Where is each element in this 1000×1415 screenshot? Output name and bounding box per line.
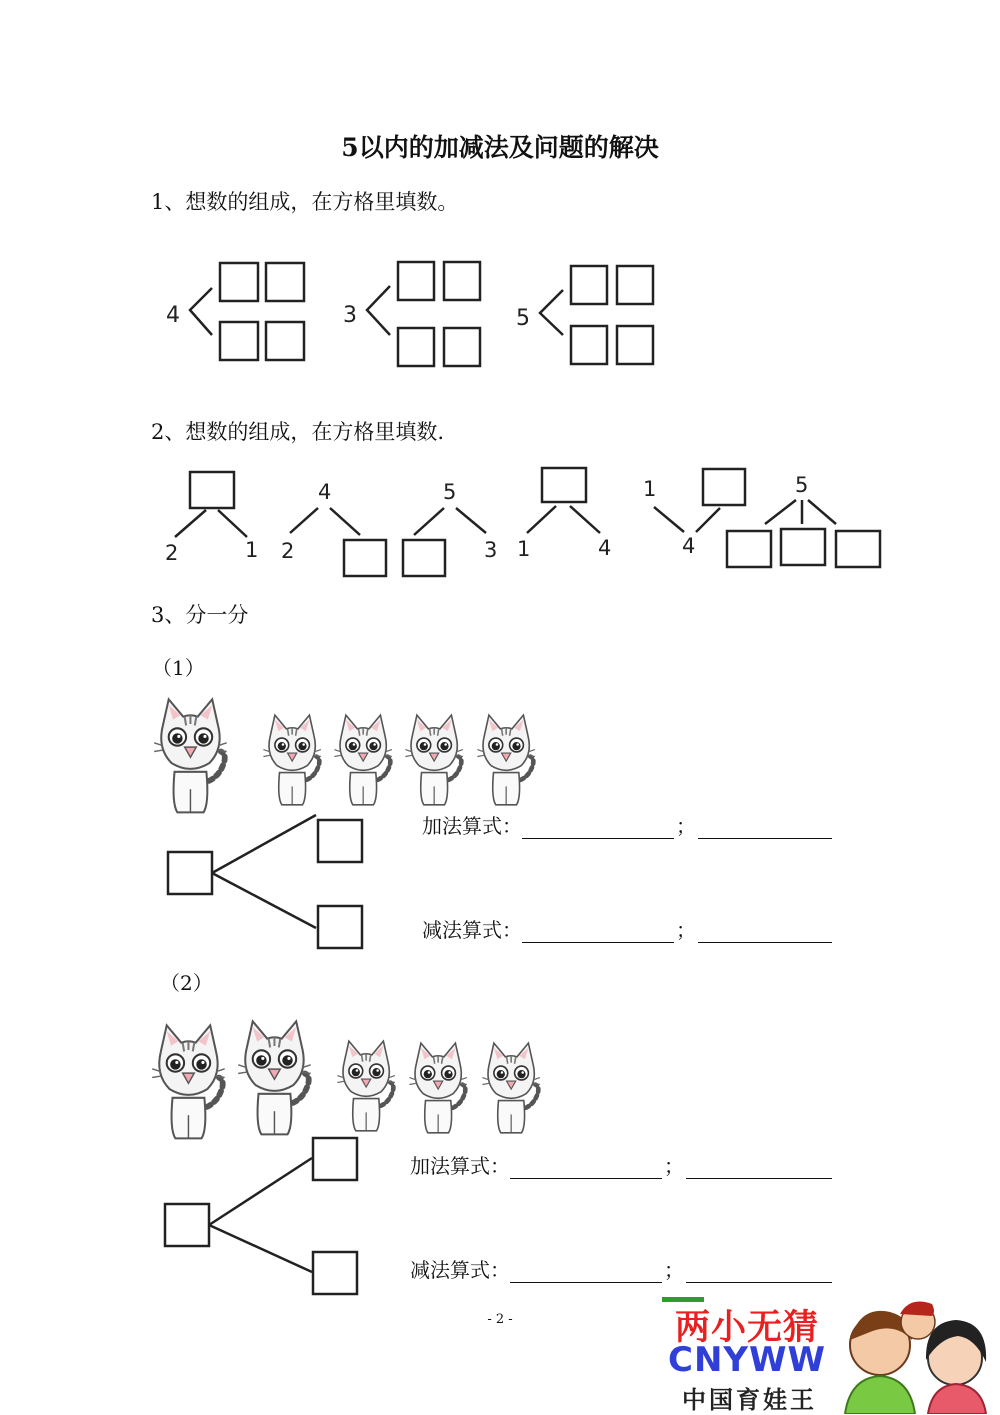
q2-tree-4-right: 4	[598, 536, 612, 560]
q2-tree-3-top: 5	[443, 480, 457, 504]
cat-illustration	[405, 715, 463, 805]
q2-tree-4	[527, 468, 600, 533]
q2-tree-5	[654, 469, 745, 532]
watermark-line-3: 中国育娃王	[682, 1386, 817, 1414]
separator: ；	[676, 918, 696, 942]
addition-label: 加法算式：	[422, 814, 522, 838]
q1-split-1	[190, 263, 304, 360]
q2-tree-6-top: 5	[795, 473, 809, 497]
cat-illustration	[238, 1021, 311, 1134]
cat-illustration	[409, 1043, 467, 1133]
subtraction-label: 减法算式：	[410, 1258, 510, 1282]
q2-tree-1-left: 2	[165, 541, 179, 565]
separator: ；	[664, 1258, 684, 1282]
cat-illustration	[263, 715, 321, 805]
subtraction-answer-blank-1[interactable]	[522, 924, 674, 943]
q2-tree-5-left: 1	[643, 477, 657, 501]
q1-number-2: 3	[343, 303, 357, 328]
part-1-subtraction-row	[422, 914, 832, 943]
part-1-label: （1）	[152, 656, 205, 680]
addition-answer-blank-1[interactable]	[510, 1160, 662, 1179]
watermark-line-2: CNYWW	[668, 1340, 827, 1380]
q3-part2-split	[165, 1138, 357, 1294]
q2-tree-6	[727, 500, 880, 567]
watermark-line-1: 两小无猜	[675, 1308, 820, 1348]
q2-tree-4-left: 1	[517, 537, 531, 561]
q2-tree-3	[403, 508, 486, 576]
addition-answer-blank-2[interactable]	[698, 820, 832, 839]
q1-number-3: 5	[516, 306, 530, 331]
q2-tree-5-bottom: 4	[682, 534, 696, 558]
q2-tree-2-left: 2	[281, 539, 295, 563]
cat-illustration	[477, 715, 535, 805]
q1-split-2	[367, 262, 480, 366]
question-2-label: 2、想数的组成，在方格里填数.	[151, 420, 445, 444]
q2-tree-3-right: 3	[484, 538, 498, 562]
page-number: - 2 -	[487, 1312, 513, 1327]
q2-tree-2-top: 4	[318, 480, 332, 504]
addition-answer-blank-2[interactable]	[686, 1160, 832, 1179]
page-title: 5以内的加减法及问题的解决	[341, 133, 659, 162]
subtraction-label: 减法算式：	[422, 918, 522, 942]
part-1-addition-row	[422, 810, 832, 839]
q3-part1-split	[168, 815, 362, 948]
subtraction-answer-blank-1[interactable]	[510, 1264, 662, 1283]
q2-tree-1-right: 1	[245, 538, 259, 562]
separator: ；	[676, 814, 696, 838]
part-2-label: （2）	[160, 971, 213, 995]
cat-illustration	[152, 1025, 225, 1138]
q1-split-3	[540, 266, 653, 364]
q2-tree-1	[175, 472, 247, 537]
subtraction-answer-blank-2[interactable]	[686, 1264, 832, 1283]
q3-part2-cats	[152, 1021, 540, 1138]
separator: ；	[664, 1154, 684, 1178]
q1-number-1: 4	[166, 303, 180, 328]
cat-illustration	[337, 1041, 395, 1131]
part-2-addition-row	[410, 1150, 832, 1179]
part-2-subtraction-row	[410, 1254, 832, 1283]
cat-illustration	[334, 715, 392, 805]
cat-illustration	[154, 699, 227, 812]
question-1-label: 1、想数的组成，在方格里填数。	[151, 190, 459, 214]
cat-illustration	[482, 1043, 540, 1133]
subtraction-answer-blank-2[interactable]	[698, 924, 832, 943]
addition-answer-blank-1[interactable]	[522, 820, 674, 839]
q3-part1-cats	[154, 699, 535, 812]
q2-tree-2	[290, 508, 386, 576]
question-3-label: 3、分一分	[151, 603, 249, 627]
addition-label: 加法算式：	[410, 1154, 510, 1178]
